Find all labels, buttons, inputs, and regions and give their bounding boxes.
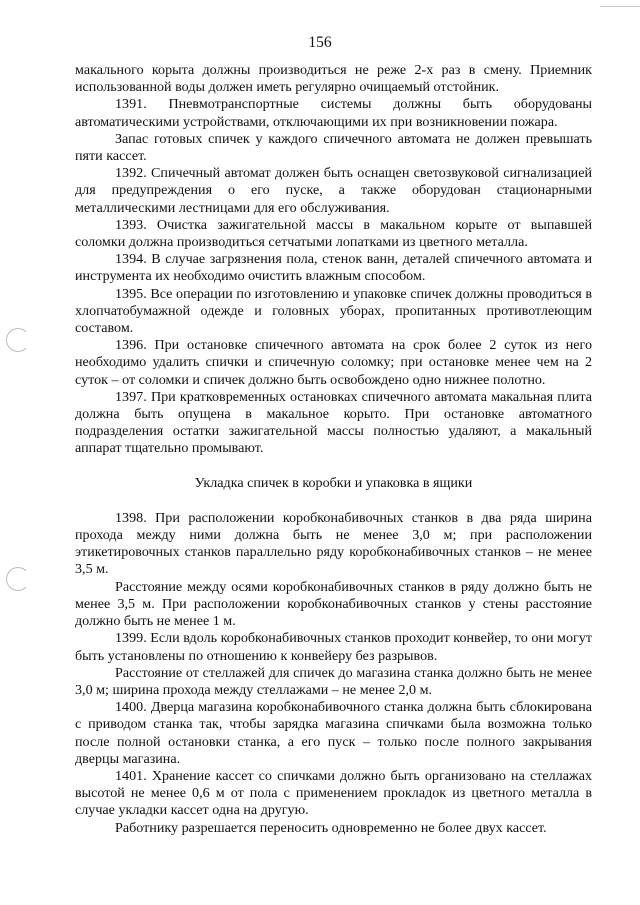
paragraph-1401: 1401. Хранение кассет со спичками должно быть организовано на стеллажах высотой не менее 0,6 м от пола с применением прокладок из цветного металла в случае укладки кассет одна на другую. xyxy=(75,767,592,819)
paragraph-cassette-stock: Запас готовых спичек у каждого спичечного автомата не должен превышать пяти кассет. xyxy=(75,130,592,165)
paragraph-axis-distance: Расстояние между осями коробконабивочных станков в ряду должно быть не менее 3,5 м. При расположении коробконабивочных станков у стены расстояние должно быть не менее 1 м. xyxy=(75,578,592,630)
punch-hole-mark xyxy=(6,567,30,591)
paragraph-1394: 1394. В случае загрязнения пола, стенок ванн, деталей спичечного автомата и инструмента их необходимо очистить влажным способом. xyxy=(75,251,592,285)
paragraph-1395: 1395. Все операции по изготовлению и упаковке спичек должны проводиться в хлопчатобумажной одежде и головных уборах, пропитанных противотлеющим составом. xyxy=(75,285,592,337)
paragraph-1400: 1400. Дверца магазина коробконабивочного станка должна быть сблокирована с приводом станка так, чтобы зарядка магазина спичками была возможна только после полной остановки станка, а его пуск – только после полного закрывания дверцы магазина. xyxy=(75,699,592,767)
document-body xyxy=(75,62,592,837)
paragraph-1396: 1396. При остановке спичечного автомата на срок более 2 суток из него необходимо удалить спички и спичечную соломку; при остановке менее чем на 2 суток – от соломки и спичек должно быть освобождено одно нижнее полотно. xyxy=(75,337,592,388)
paragraph-1391: 1391. Пневмотранспортные системы должны быть оборудованы автоматическими устройствами, отключающими их при возникновении пожара. xyxy=(75,96,592,130)
paragraph-carry-limit: Работнику разрешается переносить одновременно не более двух кассет. xyxy=(115,819,547,836)
punch-hole-mark xyxy=(6,328,30,352)
paragraph-continuation: макального корыта должны производиться не реже 2-х раз в смену. Приемник использованной воды должен иметь регулярно очищаемый отстойник. xyxy=(75,62,592,96)
paragraph-1398: 1398. При расположении коробконабивочных станков в два ряда ширина прохода между ними должна быть не менее 3,0 м; при расположении этикетировочных станков параллельно ряду коробконабивочных станков – не менее 3,5 м. xyxy=(75,509,592,578)
paragraph-1397: 1397. При кратковременных остановках спичечного автомата макальная плита должна быть опущена в макальное корыто. При остановке автоматного подразделения остатки зажигательной массы полностью удаляют, а макальный аппарат тщательно промывают. xyxy=(75,388,592,457)
paragraph-1399: 1399. Если вдоль коробконабивочных станков проходит конвейер, то они могут быть установлены по отношению к конвейеру без разрывов. xyxy=(75,630,592,664)
paragraph-1393: 1393. Очистка зажигательной массы в макальном корыте от выпавшей соломки должна производиться сетчатыми лопатками из цветного металла. xyxy=(75,216,592,251)
paragraph-1392: 1392. Спичечный автомат должен быть оснащен светозвуковой сигнализацией для предупреждения о его пуске, а также оборудован стационарными металлическими лестницами для его обслуживания. xyxy=(75,165,592,216)
paragraph-rack-distance: Расстояние от стеллажей для спичек до магазина станка должно быть не менее 3,0 м; ширина прохода между стеллажами – не менее 2,0 м. xyxy=(75,664,592,698)
page-number: 156 xyxy=(308,34,332,51)
scan-edge-mark xyxy=(600,6,640,7)
section-heading: Укладка спичек в коробки и упаковка в ящики xyxy=(194,474,473,491)
